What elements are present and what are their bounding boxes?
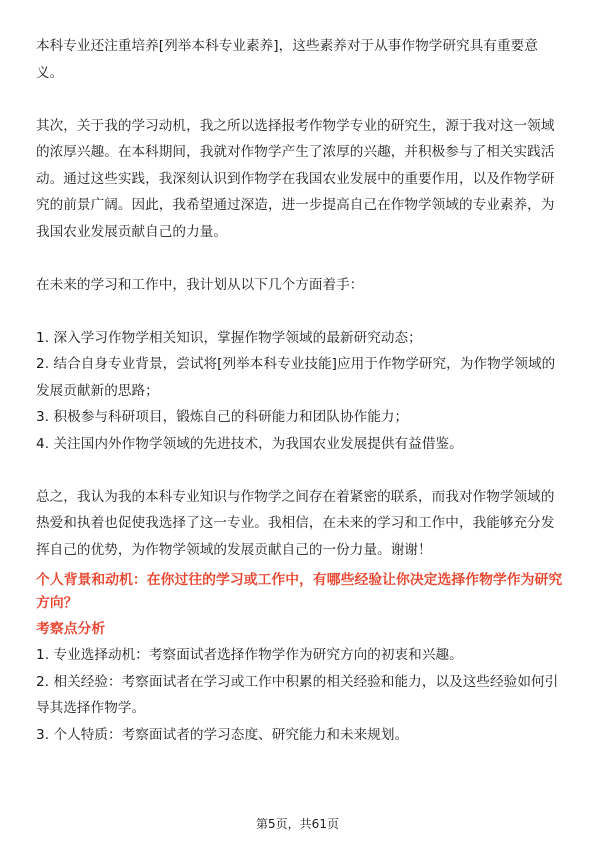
paragraph-learning-motivation: 其次，关于我的学习动机，我之所以选择报考作物学专业的研究生，源于我对这一领域的浓厚兴趣。在本科期间，我就对作物学产生了浓厚的兴趣，并积极参与了相关实践活动。通过这些实践，我深刻认识到作物学在我国农业发展中的重要作用，以及作物学研究的前景广阔。因此，我希望通过深造，进一步提高自己在作物学领域的专业素养，为我国农业发展贡献自己的力量。 — [36, 117, 555, 240]
analysis-heading: 考察点分析 — [36, 621, 106, 637]
page-content — [36, 33, 563, 748]
plan-item: 1. 深入学习作物学相关知识，掌握作物学领域的最新研究动态； — [36, 329, 422, 346]
paragraph-future-plan-intro: 在未来的学习和工作中，我计划从以下几个方面着手： — [36, 276, 364, 293]
paragraph-gap — [36, 457, 563, 484]
plan-item: 2. 结合自身专业背景，尝试将[列举本科专业技能]应用于作物学研究，为作物学领域的发展贡献新的思路； — [36, 356, 556, 399]
plan-item: 4. 关注国内外作物学领域的先进技术，为我国农业发展提供有益借鉴。 — [36, 435, 463, 452]
plan-item: 3. 积极参与科研项目，锻炼自己的科研能力和团队协作能力； — [36, 409, 409, 425]
page-number: 第5页，共61页 — [256, 817, 339, 831]
paragraph-gap — [36, 298, 563, 325]
paragraph-professional-qualities: 本科专业还注重培养[列举本科专业素养]，这些素养对于从事作物学研究具有重要意义。 — [36, 38, 538, 81]
paragraph-gap — [36, 86, 563, 113]
plan-list — [36, 325, 563, 458]
analysis-points — [36, 642, 563, 748]
paragraph-gap — [36, 245, 563, 272]
question-title: 个人背景和动机：在你过往的学习或工作中，有哪些经验让你决定选择作物学作为研究方向？ — [36, 572, 563, 611]
paragraph-conclusion: 总之，我认为我的本科专业知识与作物学之间存在着紧密的联系，而我对作物学领域的热爱和执着也促使我选择了这一专业。我相信，在未来的学习和工作中，我能够充分发挥自己的优势，为作物学领域的发展贡献自己的一份力量。谢谢！ — [36, 488, 555, 558]
analysis-point: 1. 专业选择动机：考察面试者选择作物学作为研究方向的初衷和兴趣。 — [36, 647, 463, 663]
analysis-point: 2. 相关经验：考察面试者在学习或工作中积累的相关经验和能力，以及这些经验如何引导其选择作物学。 — [36, 673, 559, 716]
analysis-point: 3. 个人特质：考察面试者的学习态度、研究能力和未来规划。 — [36, 726, 409, 743]
